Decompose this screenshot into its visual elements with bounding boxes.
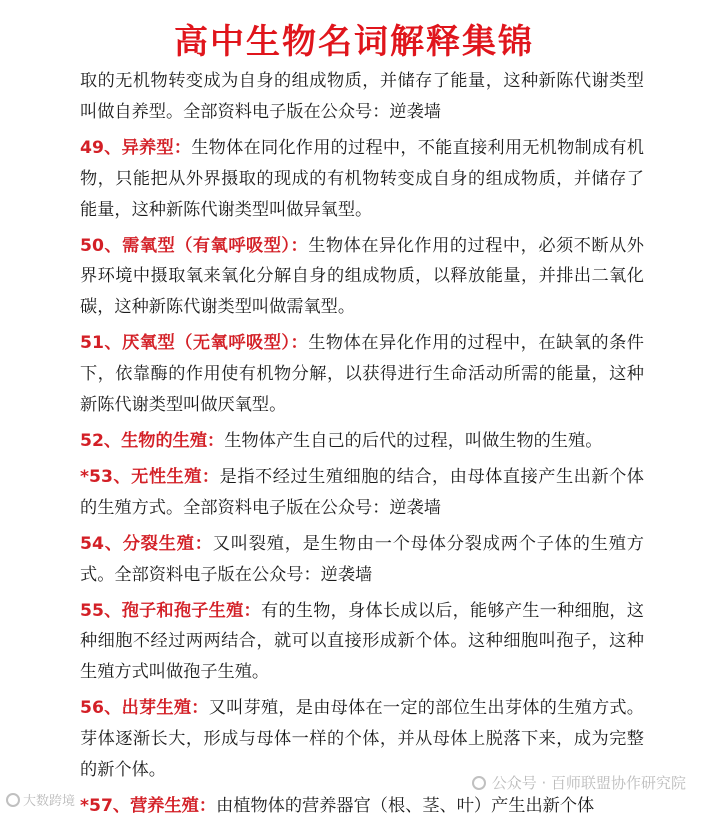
definition-text: 由植物体的营养器官（根、茎、叶）产生出新个体 <box>216 795 595 816</box>
definition-item <box>80 791 644 822</box>
definition-number: *57、 <box>80 795 131 816</box>
definition-item <box>80 66 644 128</box>
definition-item <box>80 426 644 457</box>
definition-term: 孢子和孢子生殖： <box>121 600 261 621</box>
definition-item <box>80 596 644 689</box>
definition-text: 是指不经过生殖细胞的结合，由母体直接产生出新个体的生殖方式。全部资料电子版在公众号：逆袭墙 <box>80 466 644 518</box>
definition-text: 生物体在同化作用的过程中，不能直接利用无机物制成有机物，只能把从外界摄取的现成的有机物转变成自身的组成物质，并储存了能量，这种新陈代谢类型叫做异氧型。 <box>80 137 644 220</box>
definition-term: 出芽生殖： <box>121 698 209 719</box>
definition-item <box>80 231 644 324</box>
definition-number: 56、 <box>80 698 122 719</box>
definition-item <box>80 462 644 524</box>
definition-number: 49、 <box>80 137 122 158</box>
watermark-right-text: 公众号 · 百师联盟协作研究院 <box>491 774 686 792</box>
definition-number: *53、 <box>80 466 132 487</box>
definition-item <box>80 529 644 591</box>
definition-term: 厌氧型（无氧呼吸型）： <box>122 333 309 354</box>
definition-item <box>80 328 644 421</box>
definition-text: 生物体在异化作用的过程中，在缺氧的条件下，依靠酶的作用使有机物分解，以获得进行生命活动所需的能量，这种新陈代谢类型叫做厌氧型。 <box>80 333 644 416</box>
watermark-left-text: 大数跨境 <box>23 794 76 809</box>
definition-number: 54、 <box>80 533 123 554</box>
definition-term: 异养型： <box>121 137 192 158</box>
definition-text: 又叫芽殖，是由母体在一定的部位生出芽体的生殖方式。芽体逐渐长大，形成与母体一样的个体，并从母体上脱落下来，成为完整的新个体。 <box>80 698 644 781</box>
definition-term: 无性生殖： <box>131 466 220 487</box>
page-title: 高中生物名词解释集锦 <box>174 22 534 62</box>
brand-icon <box>6 793 20 807</box>
watermark-left <box>6 790 75 809</box>
definition-number: 50、 <box>80 235 123 256</box>
definition-text: 生物体产生自己的后代的过程，叫做生物的生殖。 <box>224 430 603 451</box>
wechat-icon <box>472 776 486 790</box>
definitions-list <box>80 66 644 827</box>
definition-term: 需氧型（有氧呼吸型）： <box>122 235 309 256</box>
watermark-right <box>472 772 686 793</box>
definition-text: 取的无机物转变成为自身的组成物质，并储存了能量，这种新陈代谢类型叫做自养型。全部资料电子版在公众号：逆袭墙 <box>80 71 644 122</box>
definition-number: 52、 <box>80 430 122 451</box>
definition-text: 生物体在异化作用的过程中，必须不断从外界环境中摄取氧来氧化分解自身的组成物质，以释放能量，并排出二氧化碳，这种新陈代谢类型叫做需氧型。 <box>80 235 644 318</box>
definition-item <box>80 133 644 226</box>
definition-term: 营养生殖： <box>130 795 217 816</box>
definition-term: 分裂生殖： <box>122 533 213 554</box>
definition-term: 生物的生殖： <box>121 430 225 451</box>
definition-number: 51、 <box>80 333 123 354</box>
definition-text: 又叫裂殖，是生物由一个母体分裂成两个子体的生殖方式。全部资料电子版在公众号：逆袭墙 <box>80 533 644 585</box>
definition-text: 有的生物，身体长成以后，能够产生一种细胞，这种细胞不经过两两结合，就可以直接形成新个体。这种细胞叫孢子，这种生殖方式叫做孢子生殖。 <box>80 600 644 683</box>
definition-number: 55、 <box>80 600 122 621</box>
